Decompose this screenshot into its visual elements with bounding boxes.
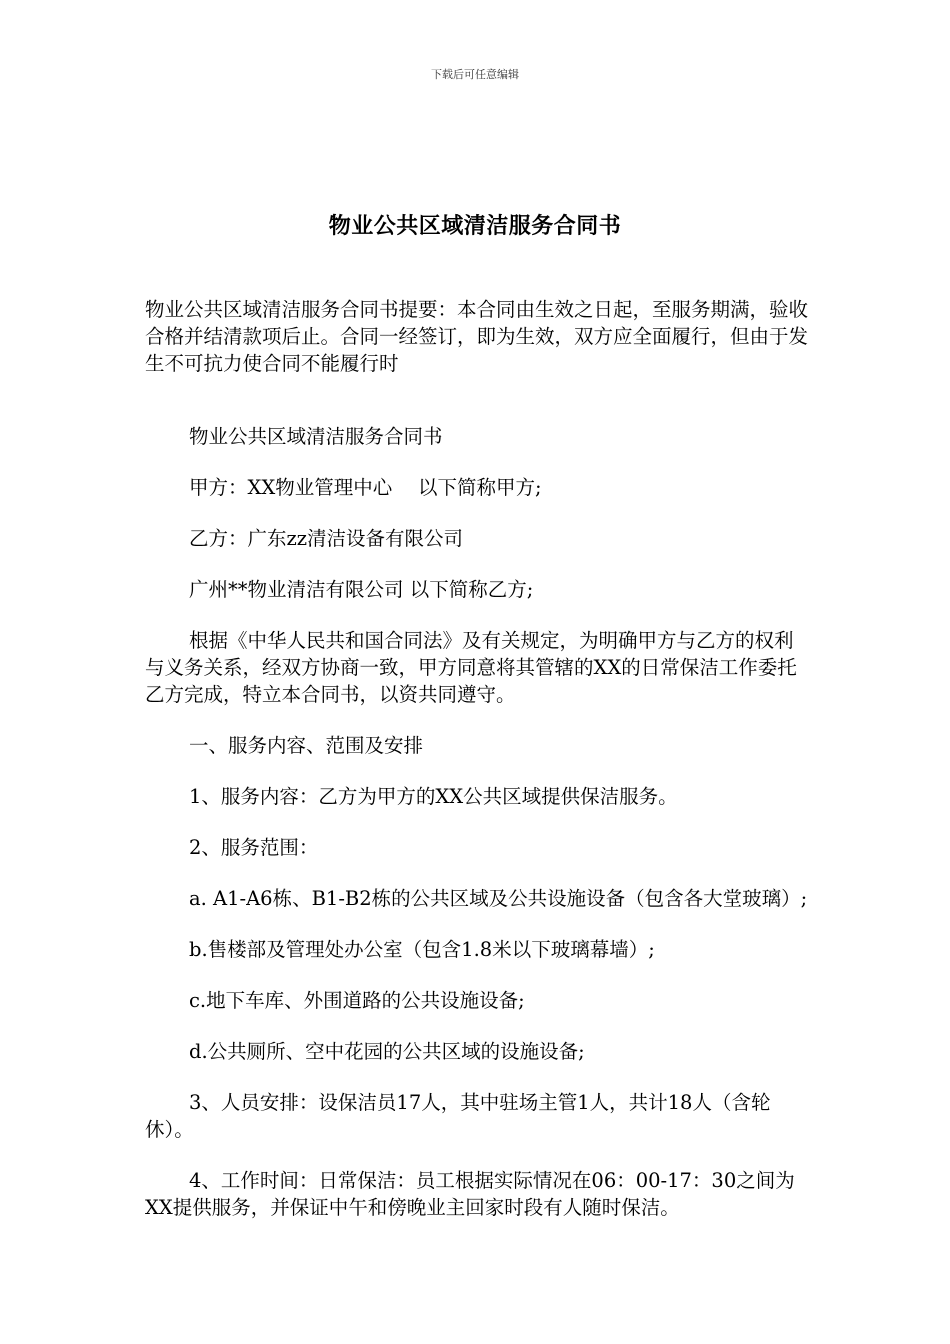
header-note: 下载后可任意编辑 (431, 68, 519, 81)
party-a-paragraph: 甲方：XX物业管理中心 以下简称甲方; (189, 476, 542, 499)
scope-item-a: a. A1-A6栋、B1-B2栋的公共区域及公共设施设备（包含各大堂玻璃）; (189, 887, 808, 910)
body-title-paragraph: 物业公共区域清洁服务合同书 (189, 425, 443, 448)
section-heading-1: 一、服务内容、范围及安排 (189, 734, 424, 757)
contract-body (145, 423, 809, 1245)
service-scope-paragraph: 2、服务范围： (189, 836, 319, 859)
scope-item-d: d.公共厕所、空中花园的公共区域的设施设备; (189, 1040, 585, 1063)
service-content-paragraph: 1、服务内容：乙方为甲方的XX公共区域提供保洁服务。 (189, 785, 678, 808)
working-hours-paragraph: 4、工作时间：日常保洁：员工根据实际情况在06：00-17：30之间为XX提供服务，并保证中午和傍晚业主回家时段有人随时保洁。 (145, 1169, 795, 1219)
staffing-paragraph: 3、人员安排：设保洁员17人，其中驻场主管1人，共计18人（含轮休）。 (145, 1091, 771, 1141)
party-b-company-paragraph: 广州**物业清洁有限公司 以下简称乙方; (189, 578, 534, 601)
scope-item-c: c.地下车库、外围道路的公共设施设备; (189, 989, 525, 1012)
document-title: 物业公共区域清洁服务合同书 (328, 214, 622, 239)
abstract-block (145, 296, 809, 377)
scope-item-b: b.售楼部及管理处办公室（包含1.8米以下玻璃幕墙）; (189, 938, 655, 961)
abstract-text: 物业公共区域清洁服务合同书提要：本合同由生效之日起，至服务期满，验收合格并结清款项后止。合同一经签订，即为生效，双方应全面履行，但由于发生不可抗力使合同不能履行时 (145, 298, 809, 375)
party-b-paragraph: 乙方：广东zz清洁设备有限公司 (189, 527, 464, 550)
preamble-paragraph: 根据《中华人民共和国合同法》及有关规定，为明确甲方与乙方的权利与义务关系，经双方协商一致，甲方同意将其管辖的XX的日常保洁工作委托乙方完成，特立本合同书，以资共同遵守。 (145, 629, 797, 706)
